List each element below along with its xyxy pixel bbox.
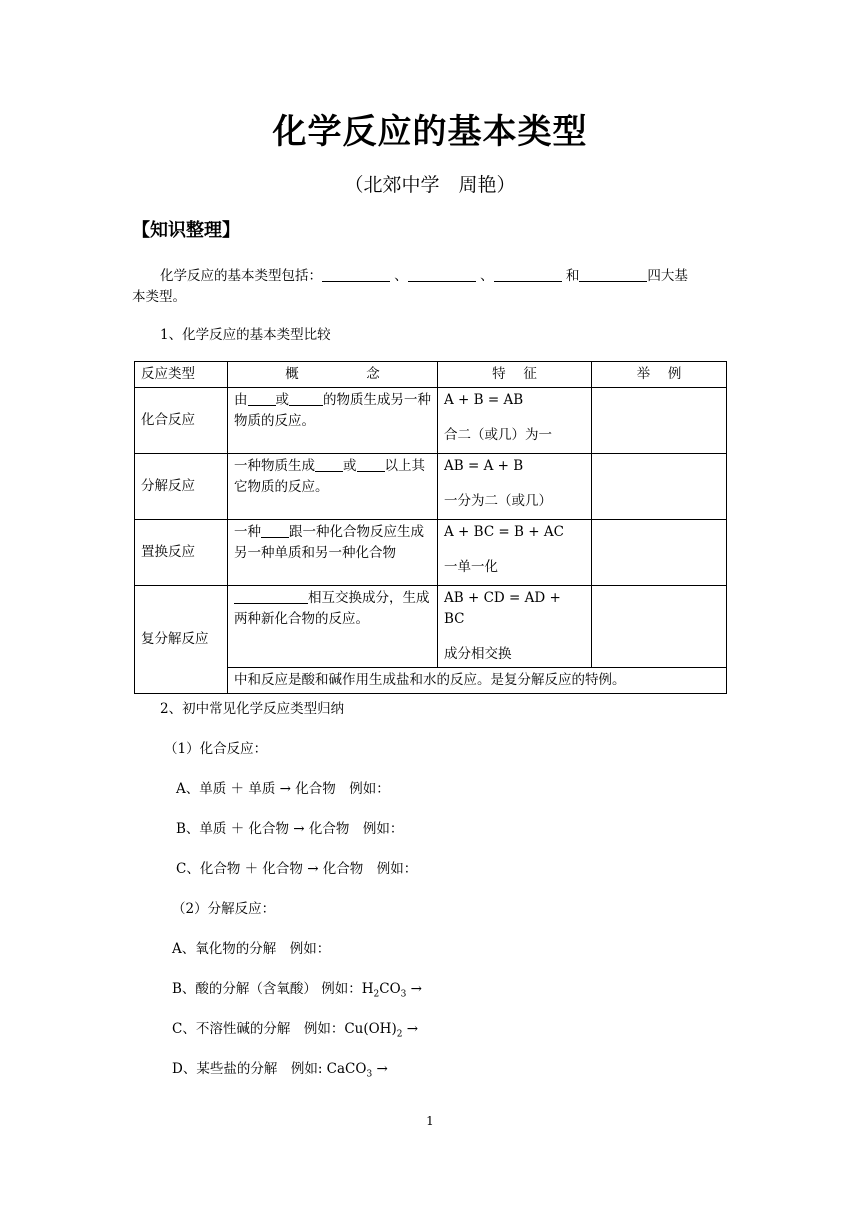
row-example[interactable] xyxy=(592,520,727,586)
blank-4[interactable] xyxy=(579,267,647,282)
table-row xyxy=(135,454,727,520)
row-type: 置换反应 xyxy=(135,520,228,586)
row-example[interactable] xyxy=(592,586,727,668)
section-heading: 【知识整理】 xyxy=(132,220,240,241)
header-feature: 特 征 xyxy=(438,362,592,388)
row-example[interactable] xyxy=(592,454,727,520)
decomposition-heading: （2）分解反应： xyxy=(172,901,276,917)
decomposition-item: B、酸的分解（含氧酸） 例如：$H_2CO_3$ → xyxy=(172,981,422,1000)
combination-item: B、单质 ＋ 化合物 → 化合物 例如： xyxy=(176,821,404,837)
concept-blank[interactable] xyxy=(289,391,323,406)
page-number: 1 xyxy=(426,1114,434,1128)
intro-line-2: 本类型。 xyxy=(132,289,186,305)
row-concept: 一种物质生成 或 以上其它物质的反应。 xyxy=(228,454,438,520)
row-feature: AB = A + B 一分为二（或几） xyxy=(438,454,592,520)
row-concept: 相互交换成分，生成两种新化合物的反应。 xyxy=(228,586,438,668)
decomposition-item: A、氧化物的分解 例如： xyxy=(172,941,331,957)
header-type: 反应类型 xyxy=(135,362,228,388)
row-type: 分解反应 xyxy=(135,454,228,520)
blank-3[interactable] xyxy=(494,267,562,282)
comparison-table xyxy=(134,361,727,694)
concept-blank[interactable] xyxy=(234,589,308,604)
header-example: 举 例 xyxy=(592,362,727,388)
decomposition-item: D、某些盐的分解 例如: CaCO$_3$ → xyxy=(172,1061,388,1080)
row-type: 复分解反应 xyxy=(135,586,228,694)
table-row xyxy=(135,388,727,454)
concept-blank[interactable] xyxy=(261,523,289,538)
table-header-row xyxy=(135,362,727,388)
intro-line-1: 化学反应的基本类型包括： 、 、 和 四大基 xyxy=(160,268,688,284)
page-title: 化学反应的基本类型 xyxy=(272,112,588,152)
header-concept: 概 念 xyxy=(228,362,438,388)
combination-heading: （1）化合反应： xyxy=(164,741,268,757)
table-note: 中和反应是酸和碱作用生成盐和水的反应。是复分解反应的特例。 xyxy=(228,668,727,694)
row-feature: A + B = AB 合二（或几）为一 xyxy=(438,388,592,454)
concept-blank[interactable] xyxy=(248,391,276,406)
combination-item: C、化合物 ＋ 化合物 → 化合物 例如： xyxy=(176,861,418,877)
row-feature: A + BC = B + AC 一单一化 xyxy=(438,520,592,586)
table-row xyxy=(135,586,727,668)
concept-blank[interactable] xyxy=(315,457,343,472)
item2-heading: 2、初中常见化学反应类型归纳 xyxy=(160,701,345,717)
decomposition-item: C、不溶性碱的分解 例如：$Cu(OH)_2$ → xyxy=(172,1021,419,1040)
concept-blank[interactable] xyxy=(357,457,385,472)
blank-2[interactable] xyxy=(408,267,476,282)
item1-heading: 1、化学反应的基本类型比较 xyxy=(160,327,331,343)
row-type: 化合反应 xyxy=(135,388,228,454)
row-feature: AB + CD = AD + BC 成分相交换 xyxy=(438,586,592,668)
row-example[interactable] xyxy=(592,388,727,454)
table-row xyxy=(135,520,727,586)
combination-item: A、单质 ＋ 单质 → 化合物 例如： xyxy=(176,781,390,797)
row-concept: 由 或 的物质生成另一种物质的反应。 xyxy=(228,388,438,454)
blank-1[interactable] xyxy=(322,267,390,282)
author-line: （北郊中学 周艳） xyxy=(344,174,516,196)
row-concept: 一种 跟一种化合物反应生成另一种单质和另一种化合物 xyxy=(228,520,438,586)
